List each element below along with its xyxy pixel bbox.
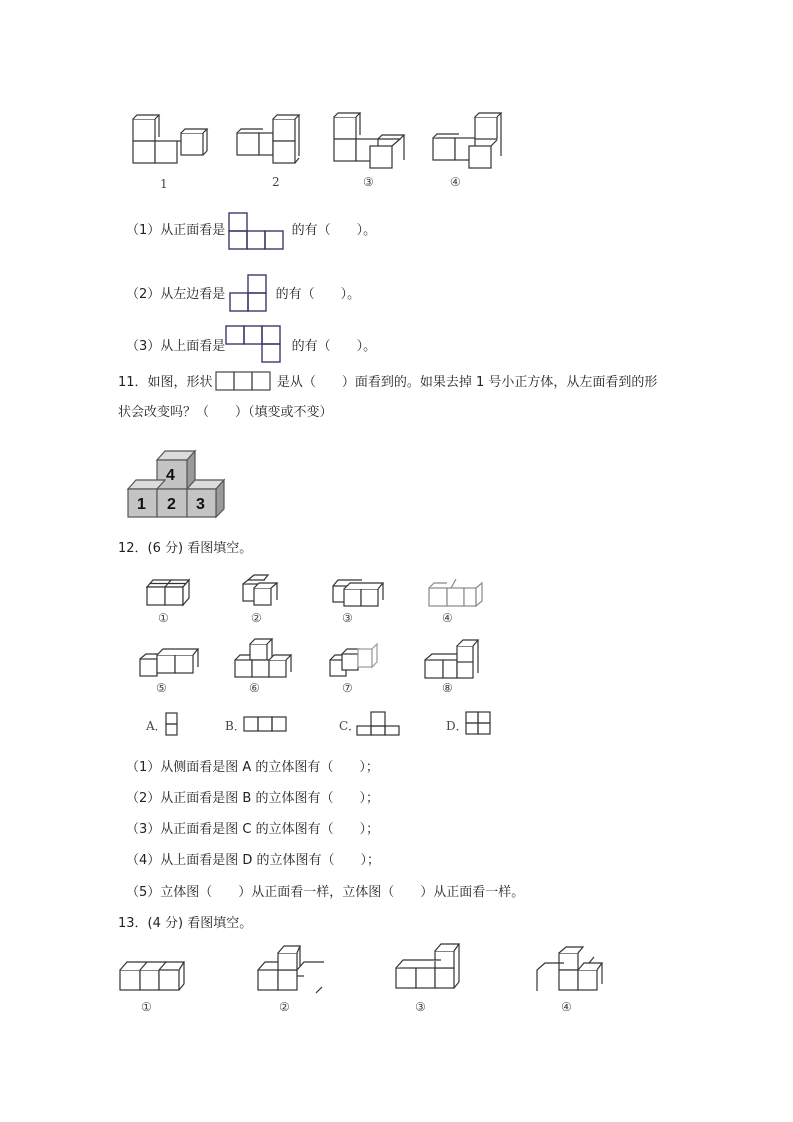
q13-figure-2: [258, 946, 324, 993]
q10-label-1: 1: [160, 177, 168, 191]
q13-title: 13．(4 分) 看图填空。: [118, 916, 253, 931]
q13-label-3: ③: [415, 1000, 426, 1014]
q10-sub2-shape: [229, 274, 271, 314]
q11-cube-label-4: 4: [166, 467, 175, 484]
q12-option-c-shape: [357, 712, 399, 735]
q12-option-d-label: D．: [446, 719, 468, 733]
q12-label-2: ②: [251, 611, 262, 625]
q12-figure-2: [243, 575, 277, 605]
q11-shape: [215, 371, 275, 393]
q12-title: 12．(6 分) 看图填空。: [118, 541, 253, 556]
q13-figure-3: [396, 944, 459, 988]
q11-line1-after: 是从（ ）面看到的。如果去掉 1 号小正方体，从左面看到的形: [276, 375, 658, 390]
q10-label-4: ④: [450, 175, 461, 189]
q12-option-b-shape: [244, 717, 286, 731]
q12-figure-8: [425, 640, 478, 678]
q10-sub2-after: 的有（ ）。: [275, 287, 361, 302]
q12-label-7: ⑦: [342, 681, 353, 695]
q12-figure-7: [330, 644, 377, 676]
q11-line1: [118, 374, 657, 392]
q10-sub3-after: 的有（ ）。: [291, 339, 377, 354]
q12-label-8: ⑧: [442, 681, 453, 695]
q12-option-a-shape: [166, 713, 177, 735]
q12-option-b-label: B．: [225, 719, 246, 733]
q12-question-3: （3）从正面看是图 C 的立体图有（ ）；: [126, 822, 380, 837]
q13-label-2: ②: [279, 1000, 290, 1014]
q12-question-5: （5）立体图（ ）从正面看一样，立体图（ ）从正面看一样。: [126, 885, 525, 900]
q12-label-6: ⑥: [249, 681, 260, 695]
q12-figures: [0, 570, 793, 770]
q12-question-4: （4）从上面看是图 D 的立体图有（ ）；: [126, 853, 381, 868]
q10-label-3: ③: [363, 175, 374, 189]
q13-figure-4: [537, 947, 602, 991]
q10-sub2-before: （2）从左边看是: [126, 287, 226, 302]
q10-figure-4: [433, 113, 501, 168]
q12-figure-6: [235, 639, 291, 677]
q12-figure-1: [147, 580, 189, 605]
q12-label-5: ⑤: [156, 681, 167, 695]
q11-cube-figure: [126, 445, 246, 535]
q11-cube-label-1: 1: [137, 496, 146, 513]
q10-sub1-after: 的有（ ）。: [291, 223, 377, 238]
q10-sub1-before: （1）从正面看是: [126, 223, 226, 238]
q12-option-c-label: C．: [339, 719, 361, 733]
q10-figure-2: [237, 115, 299, 163]
q12-question-2: （2）从正面看是图 B 的立体图有（ ）；: [126, 791, 379, 806]
q12-figure-3: [333, 580, 383, 606]
q10-sub1-shape: [228, 212, 288, 252]
q12-figure-5: [140, 649, 198, 676]
q13-label-1: ①: [141, 1000, 152, 1014]
q11-line1-before: 11．如图，形状: [118, 375, 213, 390]
q12-label-4: ④: [442, 611, 453, 625]
q11-cube-label-3: 3: [196, 496, 205, 513]
q10-sub3-before: （3）从上面看是: [126, 339, 226, 354]
q10-sub3-shape: [225, 325, 285, 365]
q12-question-1: （1）从侧面看是图 A 的立体图有（ ）；: [126, 760, 379, 775]
q10-label-2: 2: [272, 175, 280, 189]
q12-option-d-shape: [466, 712, 490, 734]
q12-label-3: ③: [342, 611, 353, 625]
q12-option-a-label: A．: [146, 719, 167, 733]
q11-line2: 状会改变吗？（ ）（填变或不变）: [118, 405, 333, 420]
q13-label-4: ④: [561, 1000, 572, 1014]
q10-figures: [0, 0, 793, 200]
q13-figure-1: [120, 962, 184, 990]
q12-label-1: ①: [158, 611, 169, 625]
q10-figure-1: [133, 115, 207, 163]
q13-figures: [0, 935, 793, 1025]
q10-figure-3: [334, 113, 404, 168]
q11-cube-label-2: 2: [167, 496, 176, 513]
q12-figure-4: [429, 579, 482, 606]
